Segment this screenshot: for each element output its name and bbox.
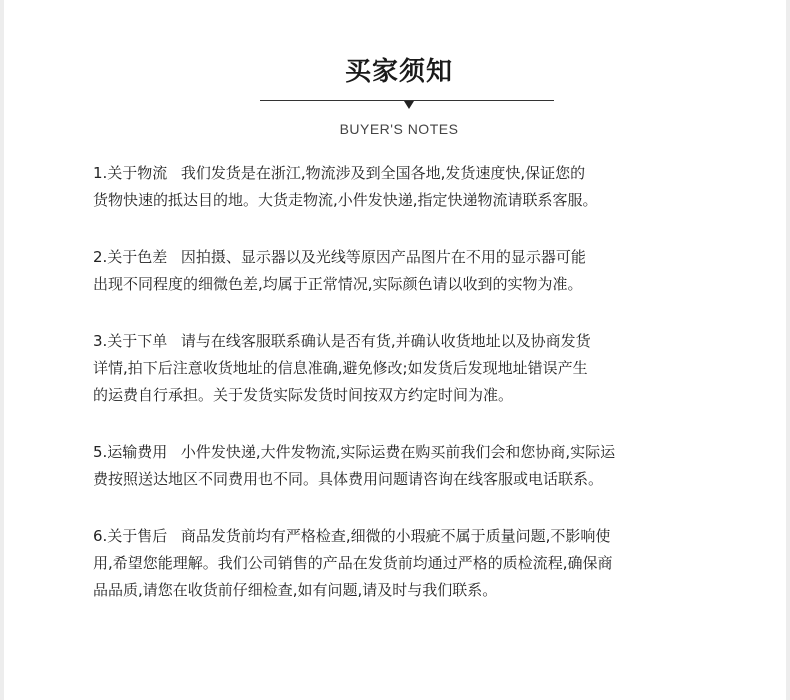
triangle-down-icon bbox=[404, 101, 414, 109]
note-ordering bbox=[93, 328, 733, 409]
note-heading: 6.关于售后 bbox=[93, 527, 168, 545]
note-line bbox=[93, 244, 733, 271]
notes-list bbox=[93, 160, 733, 634]
note-line bbox=[93, 328, 733, 355]
note-heading: 1.关于物流 bbox=[93, 164, 168, 182]
note-line bbox=[93, 523, 733, 550]
note-shipping-cost bbox=[93, 439, 733, 493]
note-text: 货物快速的抵达目的地。大货走物流,小件发快递,指定快递物流请联系客服。 bbox=[93, 191, 598, 209]
note-text: 的运费自行承担。关于发货实际发货时间按双方约定时间为准。 bbox=[93, 386, 514, 404]
note-text: 我们发货是在浙江,物流涉及到全国各地,发货速度快,保证您的 bbox=[180, 164, 586, 182]
note-after-sales bbox=[93, 523, 733, 604]
note-line bbox=[93, 160, 733, 187]
page-subtitle: BUYER'S NOTES bbox=[339, 121, 459, 137]
note-text: 品品质,请您在收货前仔细检查,如有问题,请及时与我们联系。 bbox=[93, 581, 498, 599]
note-text: 请与在线客服联系确认是否有货,并确认收货地址以及协商发货 bbox=[180, 332, 591, 350]
note-text: 因拍摄、显示器以及光线等原因产品图片在不用的显示器可能 bbox=[180, 248, 586, 266]
note-text: 用,希望您能理解。我们公司销售的产品在发货前均通过严格的质检流程,确保商 bbox=[93, 554, 613, 572]
page-title: 买家须知 bbox=[344, 57, 453, 87]
note-line bbox=[93, 439, 733, 466]
note-text: 详情,拍下后注意收货地址的信息准确,避免修改;如发货后发现地址错误产生 bbox=[93, 359, 588, 377]
note-heading: 3.关于下单 bbox=[93, 332, 168, 350]
note-text: 小件发快递,大件发物流,实际运费在购买前我们会和您协商,实际运 bbox=[180, 443, 616, 461]
note-text: 费按照送达地区不同费用也不同。具体费用问题请咨询在线客服或电话联系。 bbox=[93, 470, 604, 488]
note-text: 商品发货前均有严格检查,细微的小瑕疵不属于质量问题,不影响使 bbox=[180, 527, 611, 545]
note-logistics bbox=[93, 160, 733, 214]
note-text: 出现不同程度的细微色差,均属于正常情况,实际颜色请以收到的实物为准。 bbox=[93, 275, 583, 293]
note-heading: 5.运输费用 bbox=[93, 443, 168, 461]
note-heading: 2.关于色差 bbox=[93, 248, 168, 266]
note-color-difference bbox=[93, 244, 733, 298]
